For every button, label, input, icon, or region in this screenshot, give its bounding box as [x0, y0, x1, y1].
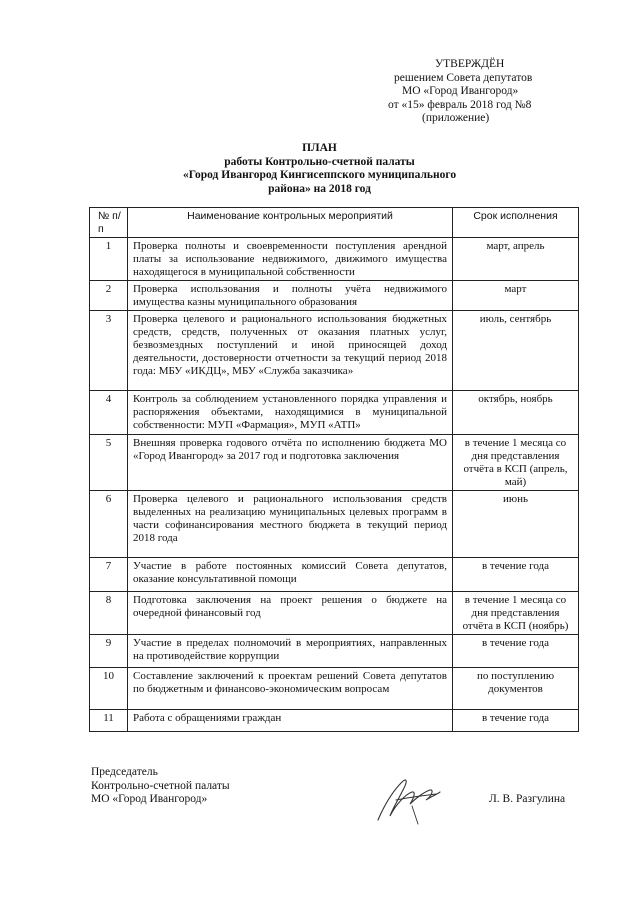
table-row [90, 281, 579, 311]
row-term: в течение года [453, 710, 579, 732]
row-term: июнь [453, 491, 579, 558]
approval-title: УТВЕРЖДЁН [435, 58, 505, 70]
row-number: 2 [90, 281, 128, 311]
row-term: в течение 1 месяца со дня представления отчёта в КСП (апрель, май) [453, 435, 579, 491]
table-row [90, 311, 579, 391]
table-row [90, 391, 579, 435]
table-row [90, 592, 579, 635]
table-row [90, 238, 579, 281]
table-row [90, 558, 579, 592]
row-activity: Подготовка заключения на проект решения о бюджете на очередной финансовый год [128, 592, 453, 635]
table-row [90, 710, 579, 732]
row-number: 8 [90, 592, 128, 635]
row-activity: Проверка использования и полноты учёта недвижимого имущества казны муниципального образования [128, 281, 453, 311]
row-activity: Работа с обращениями граждан [128, 710, 453, 732]
signatory-organization: Контрольно-счетной палаты [91, 779, 230, 792]
document-heading [0, 142, 639, 196]
table-header-row [90, 208, 579, 238]
row-number: 9 [90, 635, 128, 668]
table-row [90, 491, 579, 558]
row-term: в течение года [453, 558, 579, 592]
approval-stamp [372, 58, 612, 126]
table-row [90, 668, 579, 710]
heading-organization: «Город Ивангород Кингисеппского муниципального [182, 169, 457, 181]
signature-block [91, 766, 230, 807]
row-term: март, апрель [453, 238, 579, 281]
plan-table [89, 207, 579, 732]
approval-appendix: (приложение) [422, 112, 490, 125]
row-term: март [453, 281, 579, 311]
row-activity: Контроль за соблюдением установленного порядка управления и распоряжения объектами, находящимися в муниципальной собственности: МУП «Фармация», МУП «АТП» [128, 391, 453, 435]
column-header-number: № п/п [90, 208, 128, 238]
row-term: по поступлению документов [453, 668, 579, 710]
approval-date: от «15» февраль 2018 год №8 [388, 98, 532, 111]
heading-subtitle: работы Контрольно-счетной палаты [224, 155, 415, 168]
row-number: 11 [90, 710, 128, 732]
handwritten-signature [372, 770, 442, 826]
row-term: в течение года [453, 635, 579, 668]
approval-municipality: МО «Город Ивангород» [402, 85, 519, 98]
signatory-municipality: МО «Город Ивангород» [91, 793, 208, 806]
row-activity: Проверка полноты и своевременности поступления арендной платы за использование недвижимого, движимого имущества находящегося в муниципальной собственности [128, 238, 453, 281]
row-activity: Составление заключений к проектам решений Совета депутатов по бюджетным и финансово-экономическим вопросам [128, 668, 453, 710]
signatory-position: Председатель [91, 766, 158, 778]
row-activity: Внешняя проверка годового отчёта по исполнению бюджета МО «Город Ивангород» за 2017 год и подготовка заключения [128, 435, 453, 491]
row-number: 10 [90, 668, 128, 710]
table-row [90, 435, 579, 491]
approval-decision: решением Совета депутатов [394, 71, 533, 84]
column-header-term: Срок исполнения [453, 208, 579, 238]
row-number: 7 [90, 558, 128, 592]
row-term: в течение 1 месяца со дня представления отчёта в КСП (ноябрь) [453, 592, 579, 635]
signatory-name: Л. В. Разгулина [489, 793, 566, 805]
heading-period: района» на 2018 год [268, 182, 371, 195]
row-number: 6 [90, 491, 128, 558]
row-number: 1 [90, 238, 128, 281]
row-activity: Участие в пределах полномочий в мероприятиях, направленных на противодействие коррупции [128, 635, 453, 668]
row-number: 4 [90, 391, 128, 435]
row-activity: Проверка целевого и рационального использования бюджетных средств, средств, полученных от оказания платных услуг, безвозмездных поступлений и иной приносящей доход деятельности, достоверности отчетности за текущий период 2018 года: МБУ «ИКДЦ», МБУ «Служба заказчика» [128, 311, 453, 391]
heading-title: ПЛАН [302, 142, 337, 154]
row-activity: Проверка целевого и рационального использования средств выделенных на реализацию муниципальных целевых программ в части софинансирования местного бюджета в текущий период 2018 года [128, 491, 453, 558]
row-number: 3 [90, 311, 128, 391]
row-term: октябрь, ноябрь [453, 391, 579, 435]
row-term: июль, сентябрь [453, 311, 579, 391]
row-number: 5 [90, 435, 128, 491]
table-row [90, 635, 579, 668]
row-activity: Участие в работе постоянных комиссий Совета депутатов, оказание консультативной помощи [128, 558, 453, 592]
column-header-name: Наименование контрольных мероприятий [128, 208, 453, 238]
